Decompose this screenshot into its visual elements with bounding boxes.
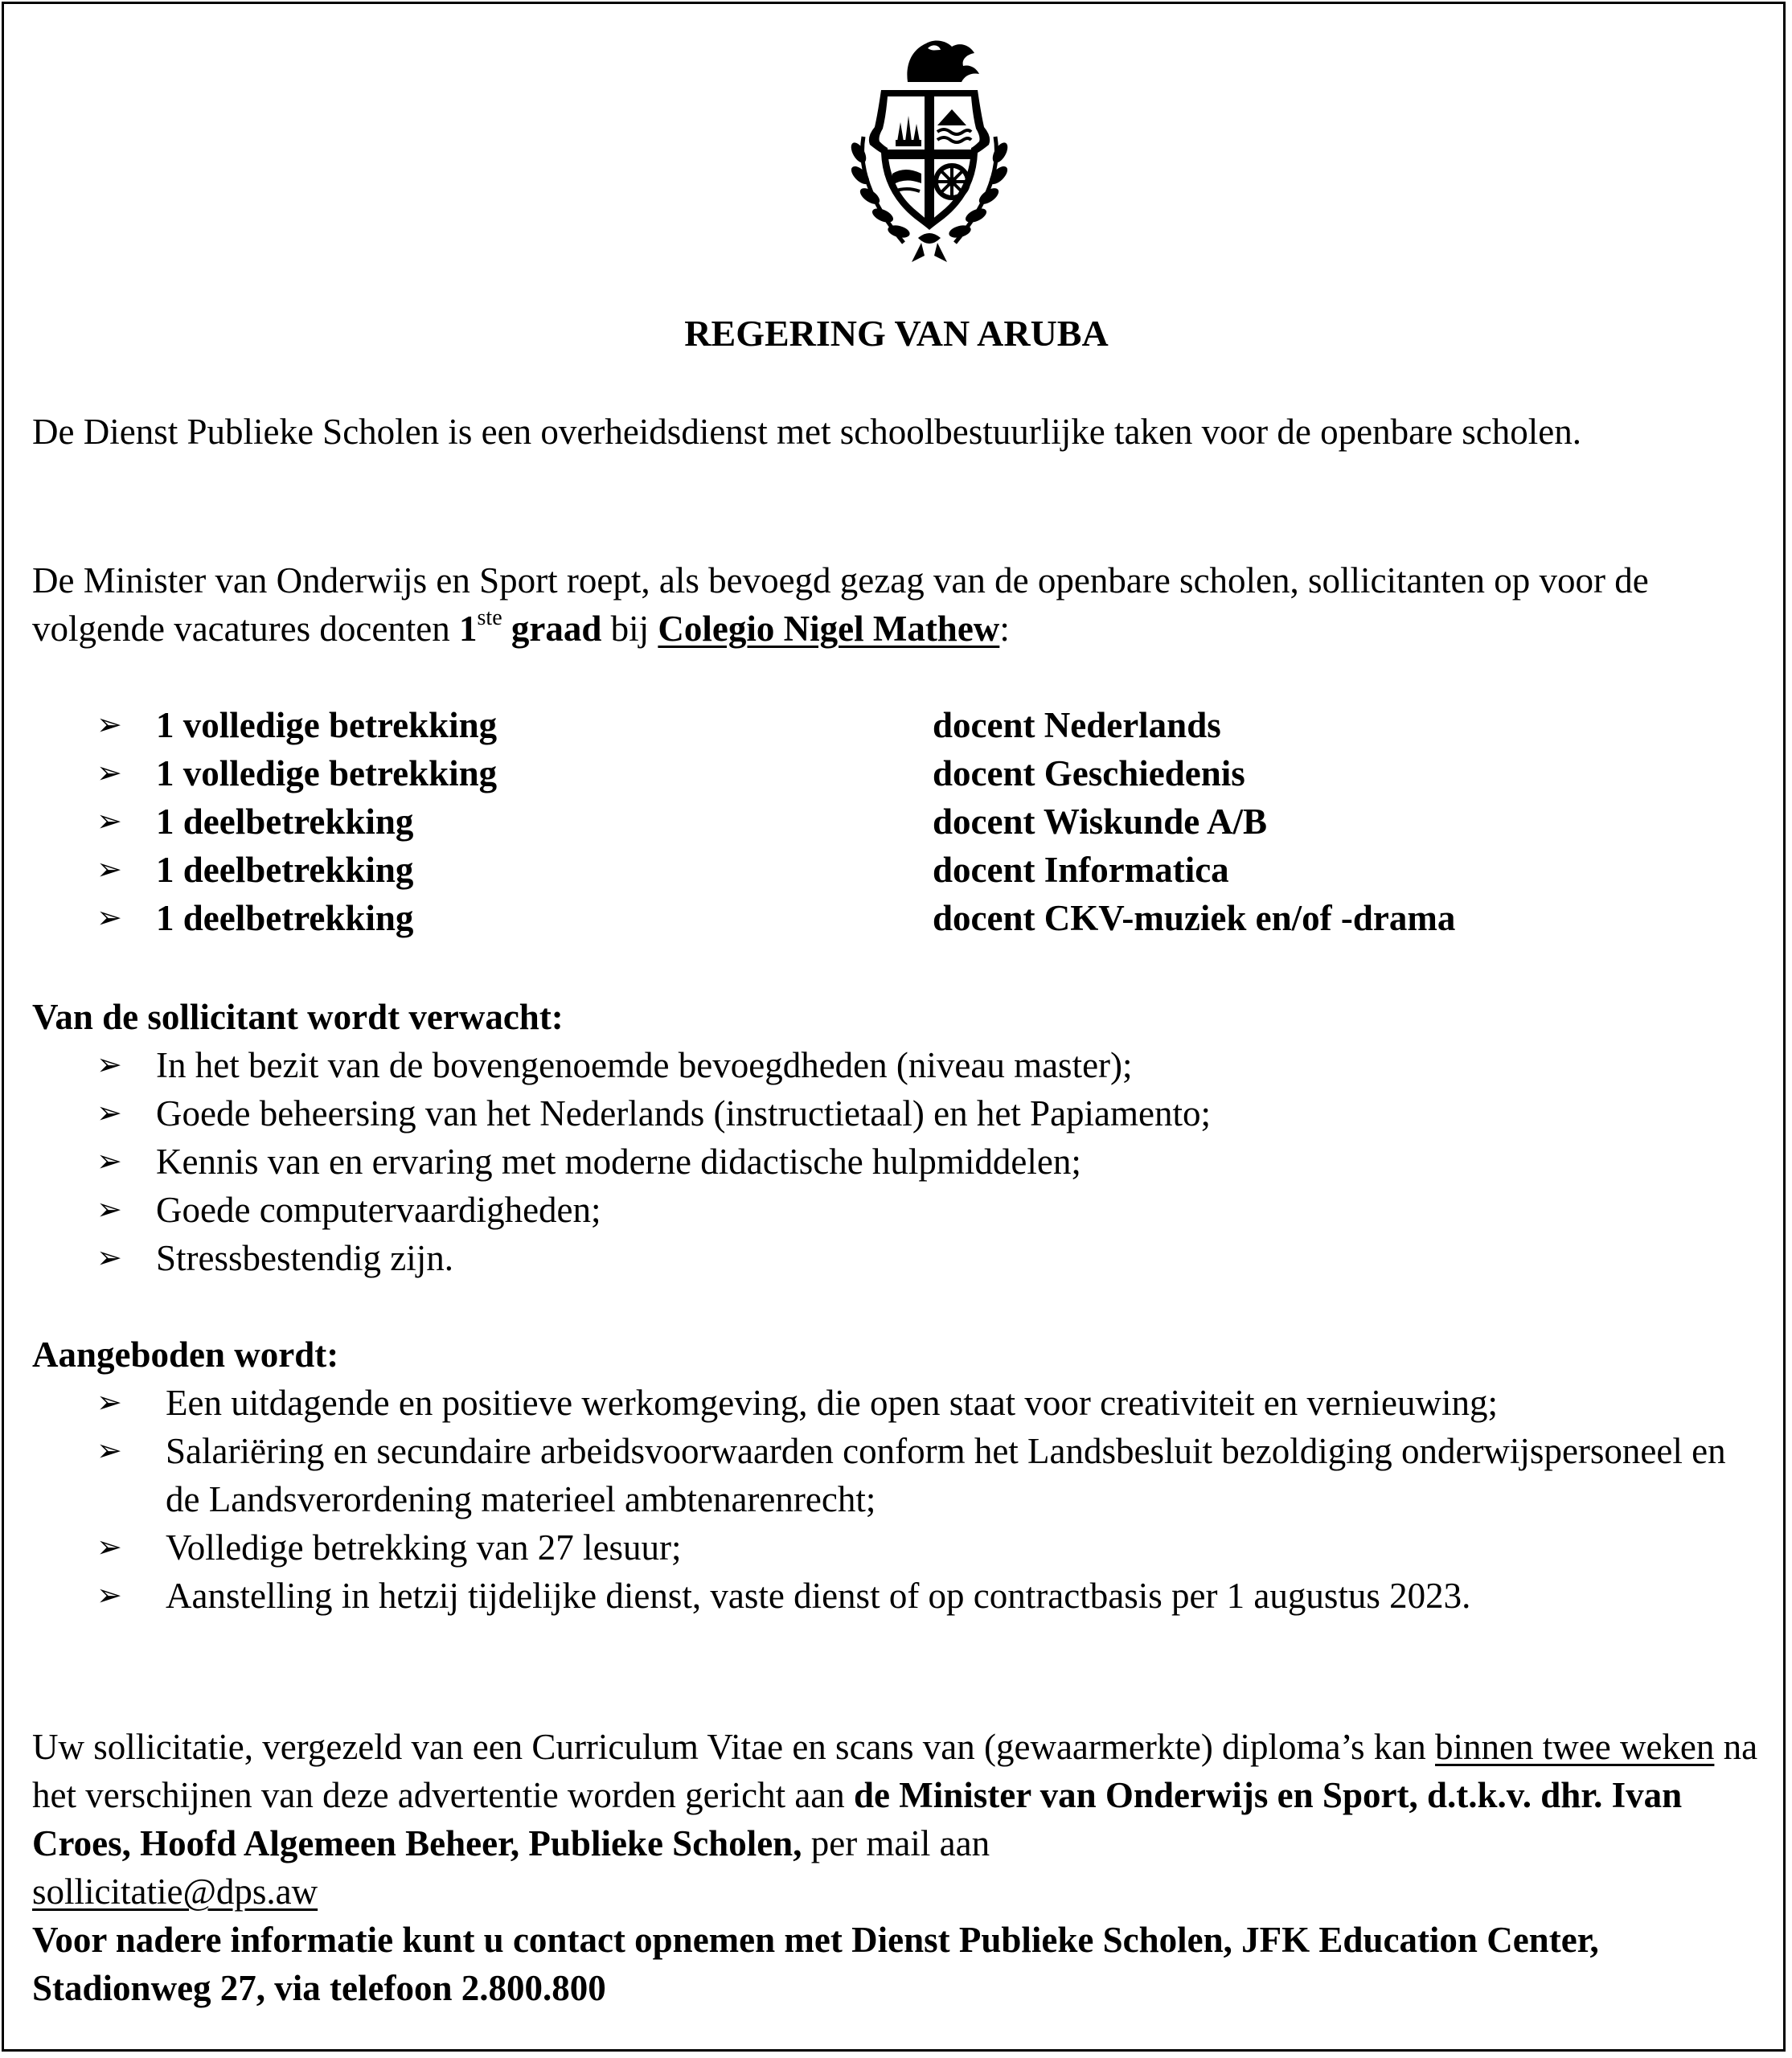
arrow-bullet-icon: ➢ [96, 805, 122, 838]
list-item-text: Volledige betrekking van 27 lesuur; [166, 1527, 682, 1568]
email-link[interactable]: sollicitatie@dps.aw [32, 1871, 318, 1912]
arrow-bullet-icon: ➢ [96, 1048, 122, 1082]
expected-list [96, 1041, 1753, 1282]
list-item [96, 1041, 1753, 1089]
arrow-bullet-icon: ➢ [96, 1193, 122, 1227]
vacancy-list [96, 701, 1704, 942]
application-text: Uw sollicitatie, vergezeld van een Curriculum Vitae en scans van (gewaarmerkte) diploma’s kan [32, 1727, 1436, 1767]
arrow-bullet-icon: ➢ [96, 1531, 122, 1564]
list-item [96, 1089, 1753, 1138]
vacancy-type: 1 deelbetrekking [156, 850, 414, 890]
vacancy-row [96, 749, 1704, 797]
grade-suffix: ste [477, 605, 502, 630]
arrow-bullet-icon: ➢ [96, 1386, 122, 1420]
list-item [96, 1234, 1753, 1282]
vacancy-subject: docent CKV-muziek en/of -drama [933, 898, 1456, 938]
vacancy-subject: docent Nederlands [933, 705, 1221, 745]
application-deadline: binnen twee weken [1435, 1727, 1715, 1767]
application-text-cont: na het verschijnen van deze advertentie worden gericht aan [32, 1727, 1758, 1815]
contact-info: Voor nadere informatie kunt u contact opnemen met Dienst Publieke Scholen, JFK Education Center, Stadionweg 27, via telefoon 2.800.800 [32, 1920, 1599, 2008]
application-mail-intro: per mail aan [802, 1823, 990, 1863]
list-item-text: Goede beheersing van het Nederlands (instructietaal) en het Papiamento; [156, 1093, 1212, 1134]
vacancy-subject: docent Geschiedenis [933, 753, 1245, 793]
list-item-text: In het bezit van de bovengenoemde bevoegdheden (niveau master); [156, 1045, 1133, 1085]
vacancy-type: 1 volledige betrekking [156, 753, 498, 793]
page-title: REGERING VAN ARUBA [684, 313, 1109, 354]
list-item [96, 1138, 1753, 1186]
arrow-bullet-icon: ➢ [96, 1145, 122, 1179]
grade-number: 1 [459, 609, 478, 649]
application-paragraph [32, 1723, 1761, 2012]
vacancy-row [96, 846, 1704, 894]
list-item [96, 1572, 1753, 1620]
application-addressee: de Minister van Onderwijs en Sport, d.t.k.v. dhr. Ivan Croes, Hoofd Algemeen Beheer, Publieke Scholen, [32, 1775, 1683, 1863]
list-item [96, 1427, 1753, 1523]
call-text-connector: bij [601, 609, 658, 649]
arrow-bullet-icon: ➢ [96, 901, 122, 935]
call-text: De Minister van Onderwijs en Sport roept, als bevoegd gezag van de openbare scholen, sollicitanten op voor de volgende vacatures docenten [32, 560, 1649, 649]
vacancy-type: 1 volledige betrekking [156, 705, 498, 745]
vacancy-row [96, 797, 1704, 846]
aruba-coat-of-arms-icon [831, 32, 1027, 267]
vacancy-type: 1 deelbetrekking [156, 801, 414, 842]
list-item-text: Stressbestendig zijn. [156, 1238, 453, 1278]
arrow-bullet-icon: ➢ [96, 708, 122, 742]
list-item-text: Kennis van en ervaring met moderne didactische hulpmiddelen; [156, 1142, 1081, 1182]
arrow-bullet-icon: ➢ [96, 853, 122, 887]
arrow-bullet-icon: ➢ [96, 756, 122, 790]
arrow-bullet-icon: ➢ [96, 1579, 122, 1613]
vacancy-row [96, 701, 1704, 749]
offered-section-title: Aangeboden wordt: [32, 1334, 339, 1375]
arrow-bullet-icon: ➢ [96, 1097, 122, 1130]
list-item-text: Aanstelling in hetzij tijdelijke dienst, vaste dienst of op contractbasis per 1 augustus 2023. [166, 1576, 1471, 1616]
grade-word: graad [502, 609, 602, 649]
call-text-end: : [999, 609, 1010, 649]
arrow-bullet-icon: ➢ [96, 1241, 122, 1275]
list-item [96, 1186, 1753, 1234]
list-item-text: Een uitdagende en positieve werkomgeving, die open staat voor creativiteit en vernieuwing; [166, 1383, 1498, 1423]
list-item [96, 1379, 1753, 1427]
vacancy-subject: docent Informatica [933, 850, 1229, 890]
vacancy-row [96, 894, 1704, 942]
call-paragraph [32, 556, 1761, 653]
list-item-text: Goede computervaardigheden; [156, 1190, 601, 1230]
intro-paragraph: De Dienst Publieke Scholen is een overheidsdienst met schoolbestuurlijke taken voor de openbare scholen. [32, 412, 1582, 452]
arrow-bullet-icon: ➢ [96, 1434, 122, 1468]
school-name: Colegio Nigel Mathew [658, 609, 1000, 649]
list-item-text: Salariëring en secundaire arbeidsvoorwaarden conform het Landsbesluit bezoldiging onderwijspersoneel en de Landsverordening materieel ambtenarenrecht; [166, 1431, 1726, 1519]
vacancy-subject: docent Wiskunde A/B [933, 801, 1267, 842]
list-item [96, 1523, 1753, 1572]
offered-list [96, 1379, 1753, 1620]
vacancy-type: 1 deelbetrekking [156, 898, 414, 938]
expected-section-title: Van de sollicitant wordt verwacht: [32, 997, 564, 1037]
